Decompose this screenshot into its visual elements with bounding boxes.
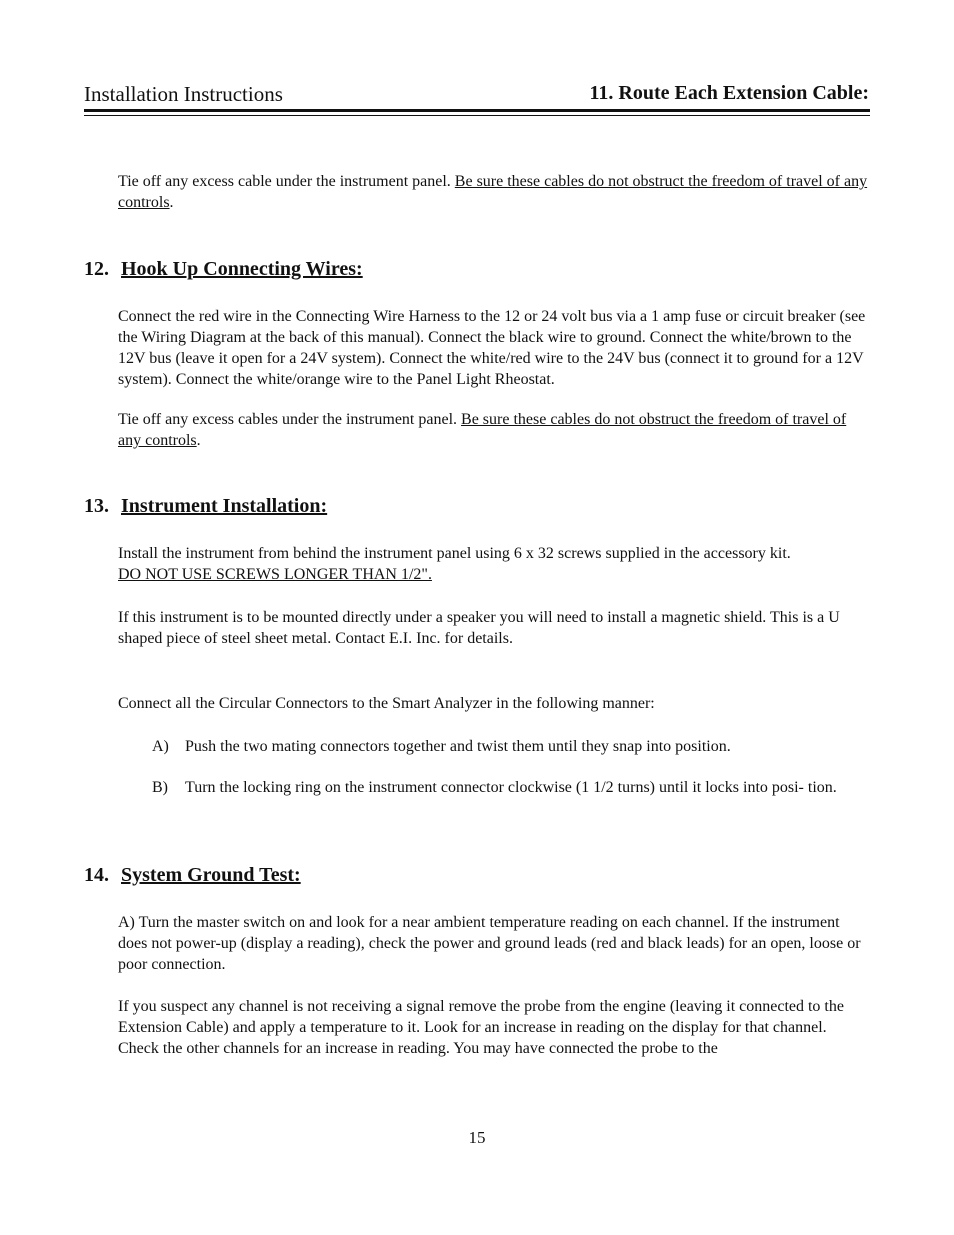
section-13-text: Install the instrument from behind the instrument panel using 6 x 32 screws supplied in the accessory kit. xyxy=(118,545,791,562)
section-13-paragraph-1 xyxy=(118,543,870,585)
section-14-paragraph-1: A) Turn the master switch on and look for a near ambient temperature reading on each channel. If the instrument does not power-up (display a reading), check the power and ground leads (red and black leads) for an open, loose or poor connection. xyxy=(118,914,861,973)
list-item-b xyxy=(152,777,852,798)
section-11-warning: Be sure these cables do not obstruct the freedom of travel of any controls xyxy=(118,173,868,211)
section-12-title: Hook Up Connecting Wires: xyxy=(121,258,363,280)
section-13-heading xyxy=(84,495,327,518)
section-14-title: System Ground Test: xyxy=(121,864,301,886)
section-14-number: 14. xyxy=(84,864,109,886)
section-11-paragraph: Tie off any excess cable under the instrument panel. Be sure these cables do not obstruct the freedom of travel of any controls. xyxy=(118,173,868,211)
section-12-heading xyxy=(84,258,363,281)
section-14-paragraph-2: If you suspect any channel is not receiving a signal remove the probe from the engine (leaving it connected to the Extension Cable) and apply a temperature to it. Look for an increase in reading on the display for that channel. Check the other channels for an increase in reading. You may have connected the probe to the xyxy=(118,998,844,1057)
header-rule-thin xyxy=(84,115,870,116)
header-section-title: 11. Route Each Extension Cable: xyxy=(589,82,869,104)
section-12-warning: Be sure these cables do not obstruct the freedom of travel of any controls xyxy=(118,411,847,449)
section-13-number: 13. xyxy=(84,495,109,517)
list-item-a-text: Push the two mating connectors together and twist them until they snap into position. xyxy=(185,738,731,755)
section-12-paragraph-1: Connect the red wire in the Connecting Wire Harness to the 12 or 24 volt bus via a 1 amp fuse or circuit breaker (see the Wiring Diagram at the back of this manual). Connect the black wire to ground. Connect the white/brown to the 12V bus (leave it open for a 24V system). Connect the white/red wire to the 24V bus (connect it to ground for a 12V system). Connect the white/orange wire to the Panel Light Rheostat. xyxy=(118,308,866,388)
section-13-warning: DO NOT USE SCREWS LONGER THAN 1/2". xyxy=(118,566,432,583)
list-item-a-marker: A) xyxy=(152,738,169,755)
section-12-paragraph-2: Tie off any excess cables under the instrument panel. Be sure these cables do not obstruct the freedom of travel of any controls. xyxy=(118,411,847,449)
section-13-title: Instrument Installation: xyxy=(121,495,328,517)
section-13-paragraph-2: If this instrument is to be mounted directly under a speaker you will need to install a magnetic shield. This is a U shaped piece of steel sheet metal. Contact E.I. Inc. for details. xyxy=(118,609,840,647)
header-title-left: Installation Instructions xyxy=(84,82,283,106)
section-12-text: Tie off any excess cables under the instrument panel. xyxy=(118,411,462,428)
page-number: 15 xyxy=(468,1128,486,1147)
list-item-b-marker: B) xyxy=(152,779,168,796)
section-13-paragraph-3: Connect all the Circular Connectors to the Smart Analyzer in the following manner: xyxy=(118,695,655,712)
section-12-number: 12. xyxy=(84,258,109,280)
section-14-heading xyxy=(84,864,301,887)
section-11-text: Tie off any excess cable under the instrument panel. xyxy=(118,173,455,190)
list-item-a xyxy=(152,736,852,757)
header-rule-thick xyxy=(84,109,870,112)
list-item-b-text: Turn the locking ring on the instrument connector clockwise (1 1/2 turns) until it locks into posi- tion. xyxy=(185,779,837,796)
